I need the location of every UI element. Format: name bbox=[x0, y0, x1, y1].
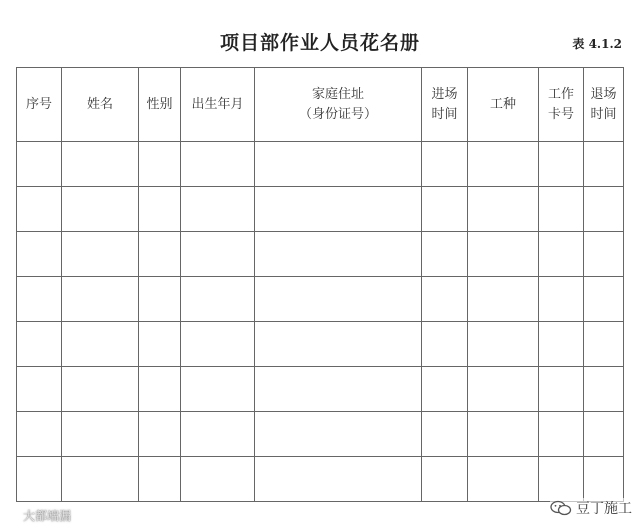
table-number: 表 4.1.2 bbox=[572, 37, 622, 51]
table-cell bbox=[539, 412, 584, 457]
table-cell bbox=[62, 367, 139, 412]
table-cell bbox=[181, 232, 255, 277]
table-cell bbox=[255, 457, 422, 502]
table-cell bbox=[539, 187, 584, 232]
table-cell bbox=[468, 412, 539, 457]
table-cell bbox=[62, 142, 139, 187]
table-cell bbox=[255, 367, 422, 412]
table-cell bbox=[181, 322, 255, 367]
table-cell bbox=[62, 187, 139, 232]
table-cell bbox=[468, 232, 539, 277]
table-row bbox=[17, 187, 624, 232]
table-cell bbox=[181, 277, 255, 322]
table-cell bbox=[62, 457, 139, 502]
table-cell bbox=[584, 277, 624, 322]
table-row bbox=[17, 277, 624, 322]
table-cell bbox=[422, 142, 468, 187]
table-cell bbox=[62, 322, 139, 367]
watermark-right: 豆丁施工 bbox=[550, 498, 632, 518]
table-cell bbox=[181, 457, 255, 502]
table-cell bbox=[181, 187, 255, 232]
col-header-gender: 性别 bbox=[139, 68, 181, 142]
table-cell bbox=[255, 322, 422, 367]
table-row bbox=[17, 367, 624, 412]
table-cell bbox=[422, 232, 468, 277]
table-cell bbox=[584, 322, 624, 367]
table-cell bbox=[139, 322, 181, 367]
table-cell bbox=[255, 187, 422, 232]
table-cell bbox=[584, 457, 624, 502]
table-cell bbox=[181, 367, 255, 412]
table-row bbox=[17, 142, 624, 187]
table-cell bbox=[181, 142, 255, 187]
table-row bbox=[17, 232, 624, 277]
watermark-left: 大都端漏 bbox=[6, 507, 71, 524]
table-cell bbox=[584, 187, 624, 232]
table-cell bbox=[584, 232, 624, 277]
table-cell bbox=[422, 322, 468, 367]
table-cell bbox=[17, 187, 62, 232]
table-cell bbox=[539, 277, 584, 322]
table-cell bbox=[255, 142, 422, 187]
page-title: 项目部作业人员花名册 bbox=[219, 32, 420, 54]
table-cell bbox=[255, 277, 422, 322]
table-cell bbox=[139, 232, 181, 277]
table-cell bbox=[17, 322, 62, 367]
col-header-exit-time: 退场 时间 bbox=[584, 68, 624, 142]
table-cell bbox=[539, 142, 584, 187]
table-cell bbox=[139, 367, 181, 412]
table-cell bbox=[584, 367, 624, 412]
table-cell bbox=[17, 412, 62, 457]
table-cell bbox=[422, 457, 468, 502]
table-cell bbox=[539, 367, 584, 412]
table-cell bbox=[17, 277, 62, 322]
table-cell bbox=[17, 232, 62, 277]
table-cell bbox=[468, 367, 539, 412]
table-cell bbox=[139, 187, 181, 232]
table-body bbox=[17, 142, 624, 502]
table-row bbox=[17, 322, 624, 367]
col-header-work-card: 工作 卡号 bbox=[539, 68, 584, 142]
roster-table bbox=[16, 67, 624, 502]
table-header-row bbox=[17, 68, 624, 142]
table-row bbox=[17, 412, 624, 457]
roster-table-container bbox=[16, 67, 624, 502]
wechat-icon bbox=[550, 500, 572, 516]
table-cell bbox=[539, 322, 584, 367]
table-cell bbox=[17, 142, 62, 187]
table-cell bbox=[255, 232, 422, 277]
table-cell bbox=[139, 277, 181, 322]
table-cell bbox=[468, 322, 539, 367]
table-cell bbox=[139, 457, 181, 502]
table-cell bbox=[468, 457, 539, 502]
table-cell bbox=[539, 232, 584, 277]
table-cell bbox=[468, 277, 539, 322]
col-header-address-id: 家庭住址 （身份证号） bbox=[255, 68, 422, 142]
table-cell bbox=[139, 142, 181, 187]
table-row bbox=[17, 457, 624, 502]
table-cell bbox=[584, 412, 624, 457]
table-cell bbox=[468, 142, 539, 187]
table-cell bbox=[422, 412, 468, 457]
table-cell bbox=[468, 187, 539, 232]
col-header-name: 姓名 bbox=[62, 68, 139, 142]
col-header-entry-time: 进场 时间 bbox=[422, 68, 468, 142]
col-header-trade: 工种 bbox=[468, 68, 539, 142]
table-cell bbox=[62, 412, 139, 457]
table-cell bbox=[17, 457, 62, 502]
table-cell bbox=[422, 367, 468, 412]
table-cell bbox=[62, 232, 139, 277]
table-cell bbox=[62, 277, 139, 322]
table-cell bbox=[139, 412, 181, 457]
table-cell bbox=[255, 412, 422, 457]
weibo-icon bbox=[6, 508, 20, 523]
col-header-birth-date: 出生年月 bbox=[181, 68, 255, 142]
table-cell bbox=[422, 277, 468, 322]
table-cell bbox=[422, 187, 468, 232]
table-cell bbox=[181, 412, 255, 457]
table-cell bbox=[17, 367, 62, 412]
table-cell bbox=[584, 142, 624, 187]
table-cell bbox=[539, 457, 584, 502]
col-header-index: 序号 bbox=[17, 68, 62, 142]
